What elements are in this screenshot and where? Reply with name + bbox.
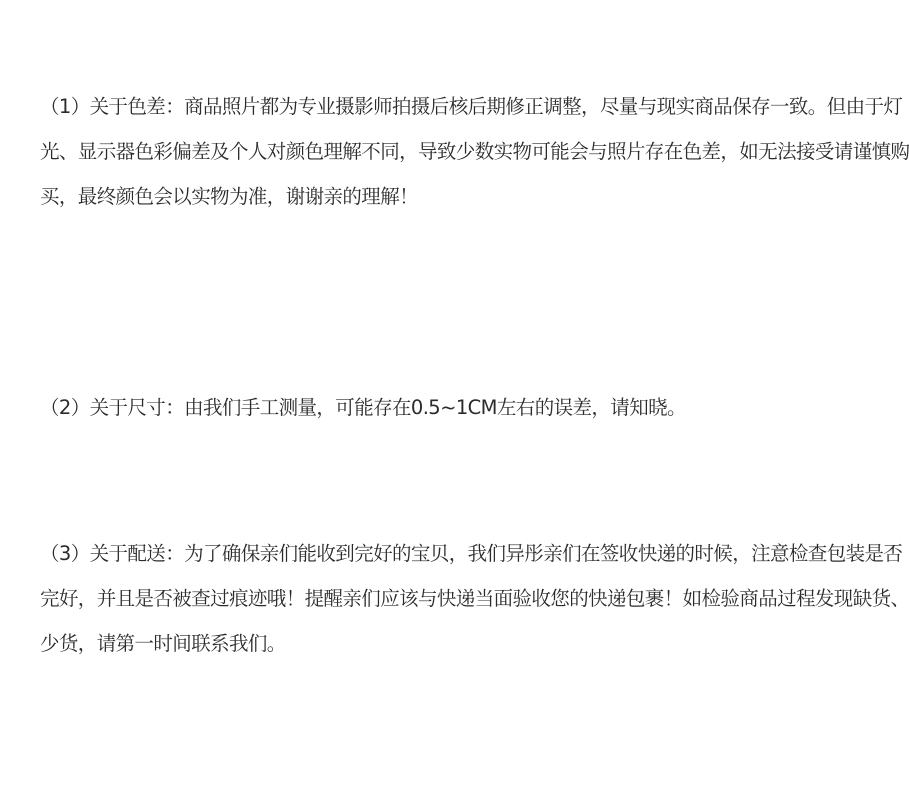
size-paragraph: [40, 385, 770, 430]
paragraph-line: （1）关于色差：商品照片都为专业摄影师拍摄后核后期修正调整，尽量与现实商品保存一致。但由于灯: [40, 95, 903, 118]
paragraph-line: 买，最终颜色会以实物为准，谢谢亲的理解！: [40, 185, 419, 208]
paragraph-line: （2）关于尺寸：由我们手工测量，可能存在0.5~1CM左右的误差，请知晓。: [40, 396, 686, 419]
delivery-paragraph: [40, 531, 909, 666]
color-difference-paragraph: [40, 84, 909, 219]
paragraph-line: 完好，并且是否被查过痕迹哦！提醒亲们应该与快递当面验收您的快递包裹！如检验商品过程发现缺货、: [40, 587, 909, 610]
paragraph-line: 光、显示器色彩偏差及个人对颜色理解不同，导致少数实物可能会与照片存在色差，如无法接受请谨慎购: [40, 140, 909, 163]
paragraph-line: （3）关于配送：为了确保亲们能收到完好的宝贝，我们异彤亲们在签收快递的时候，注意检查包装是否: [40, 542, 903, 565]
paragraph-line: 少货，请第一时间联系我们。: [40, 632, 286, 655]
